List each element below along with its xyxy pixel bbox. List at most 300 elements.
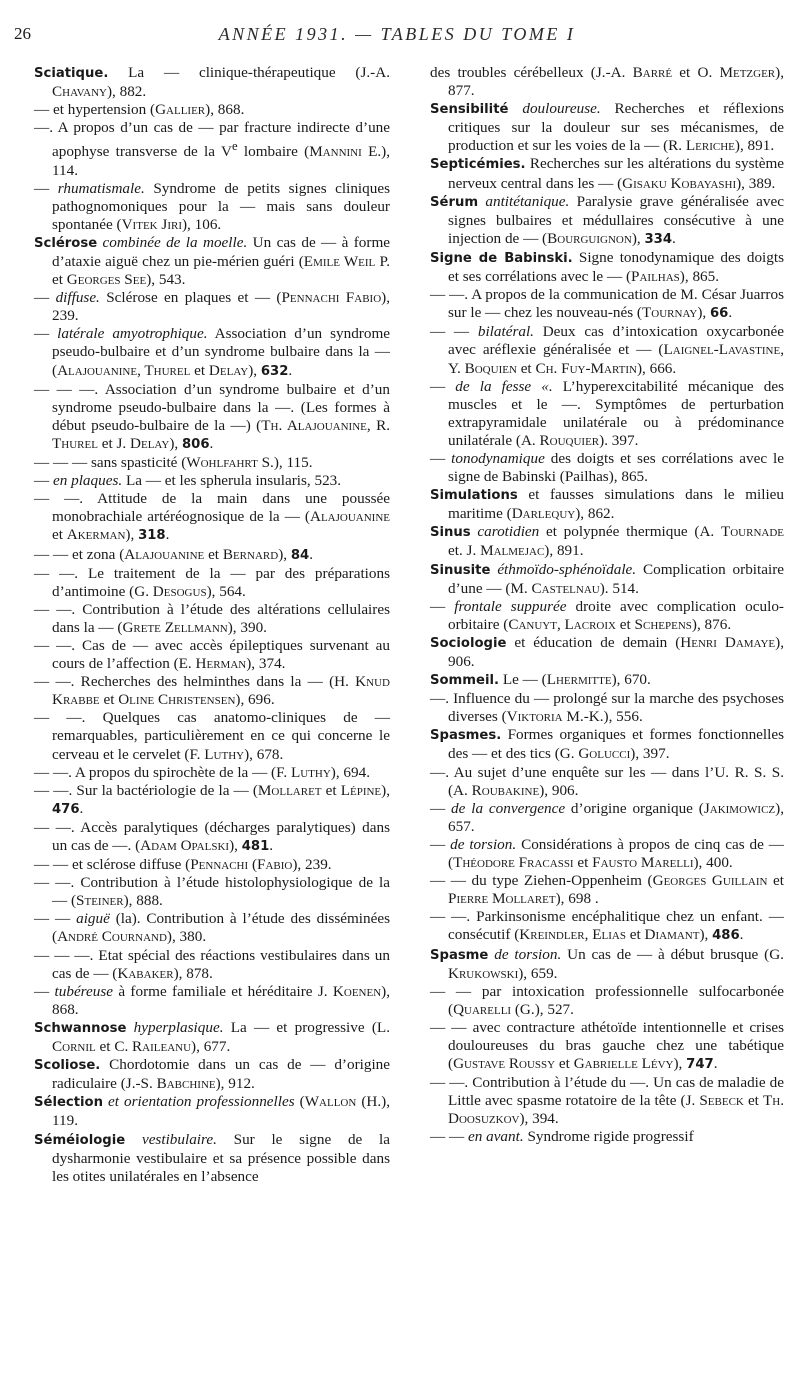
entry-text: Syndrome rigide progressif [523, 1128, 694, 1146]
author-name: G. Desogus [134, 582, 207, 600]
index-entry [34, 1093, 390, 1130]
entry-text: — — [430, 1128, 468, 1146]
entry-text: ), 891. [734, 137, 775, 155]
author-name: Krukowski [448, 964, 519, 982]
right-column [430, 64, 784, 1147]
index-entry [430, 726, 784, 763]
entry-text: — [430, 597, 455, 615]
entry-text: ). 397. [599, 431, 639, 449]
entry-text: ), 400. [693, 854, 733, 872]
entry-text: à forme familiale et héréditaire J. [113, 982, 333, 1000]
author-name: Barré [632, 64, 673, 81]
author-name: Lacroix [564, 615, 616, 633]
author-name: Metzger [719, 64, 776, 81]
index-entry [430, 671, 784, 690]
entry-text: et. J. [448, 542, 481, 560]
index-entry [34, 565, 390, 601]
entry-text: ), 380. [166, 928, 207, 946]
entry-text: (H.), 119. [52, 1093, 391, 1130]
entry-text: . [672, 229, 676, 247]
entry-text: La — clinique-thérapeutique (J.-A. [108, 64, 390, 81]
entry-subheading: combinée de la moelle. [102, 233, 248, 251]
entry-text: Deux cas d’intoxication oxycarbonée avec aréflexie généralisée et — ( [448, 323, 784, 359]
entry-text: ), 564. [206, 582, 246, 600]
entry-text: La — et progressive ( [223, 1018, 377, 1036]
entry-subheading: de torsion. [450, 835, 517, 853]
entry-text: . [309, 545, 313, 563]
entry-text: Association d’un syndrome pseudo-bulbaire et d’un syndrome bulbaire dans la — ( [52, 325, 390, 379]
author-name: C. Raileanu [114, 1038, 192, 1056]
author-name: Gustave Roussy [453, 1055, 556, 1073]
author-name: Mannini [309, 143, 362, 161]
entry-text: et éducation de demain ( [506, 633, 681, 651]
entry-text: ), [169, 434, 182, 452]
author-name: Tournade [720, 523, 785, 541]
entry-text: P. et [52, 253, 390, 289]
entry-text: ), 868. [205, 101, 245, 119]
index-entry [34, 64, 390, 101]
author-name: Th. Alajouanine [261, 416, 367, 434]
author-name: Sebeck [699, 1092, 744, 1110]
entry-heading: Sinus [430, 525, 471, 541]
page-reference: 318 [138, 528, 166, 544]
index-entry [430, 1128, 784, 1146]
index-entry [430, 286, 784, 323]
entry-text: des troubles cérébelleux (J.-A. [430, 64, 633, 81]
author-name: Bourguignon [547, 229, 632, 247]
index-entry [34, 601, 390, 637]
entry-heading: Sociologie [430, 635, 507, 651]
entry-heading: Sélection [34, 1095, 103, 1111]
running-title: ANNÉE 1931. — TABLES DU TOME I [218, 24, 576, 44]
author-name: R. Thurel [52, 416, 391, 452]
entry-text: L’hyperexcitabilité mécanique des muscles et le —. Symptômes de perturbation extrapyramidale unilatérale ou à prédominance unilatérale (A. [448, 377, 785, 449]
entry-heading: Septicémies. [430, 157, 526, 173]
entry-text: . [713, 1055, 718, 1073]
entry-text [508, 100, 522, 117]
author-name: Chavany [52, 83, 107, 101]
entry-text: Recherches et réflexions critiques sur la douleur sur ses mécanismes, de production et sur les voies de la — (R. [448, 100, 784, 155]
author-name: Babchine [156, 1075, 216, 1093]
entry-text: —. A propos d’un cas de — par fracture indirecte d’une apophyse transverse de la V [34, 119, 390, 161]
author-name: Lépine [340, 781, 382, 799]
entry-text: (la). Contribution à l’étude des disséminées ( [52, 910, 391, 946]
entry-text: ), 862. [575, 505, 615, 523]
entry-text: et [95, 1038, 115, 1056]
index-entry [430, 946, 784, 983]
page-reference: 806 [181, 436, 210, 452]
entry-text: ), 876. [691, 615, 732, 633]
entry-text: Un cas de — à forme d’ataxie aiguë chez un pie-mérien guéri ( [52, 233, 390, 270]
entry-subheading: en plaques. [52, 472, 123, 490]
index-entry [430, 1019, 784, 1074]
author-name: F. Luthy [276, 763, 331, 781]
author-name: H. Knud Krabbe [52, 673, 390, 709]
author-name: Diamant [644, 926, 700, 944]
entry-subheading: hyperplasique. [133, 1018, 224, 1036]
author-name: Pennachi [190, 856, 249, 874]
entry-heading: Sommeil. [430, 673, 500, 689]
entry-subheading: éthmoïdo-sphénoïdale. [497, 560, 637, 578]
entry-text: . [288, 361, 293, 379]
index-entry [430, 378, 784, 450]
index-entry [34, 947, 390, 983]
entry-text: — — du type Ziehen-Oppenheim ( [430, 872, 653, 890]
entry-text: — —. Attitude de la main dans une poussée monobrachiale artéréognosique de la — ( [34, 490, 390, 526]
author-name: Castelnau [531, 579, 600, 597]
entry-text: —. Au sujet d’une enquête sur les — dans l’U. R. S. S. (A. [430, 763, 784, 799]
author-name: Pennachi Fabio [281, 289, 382, 307]
author-name: Théodore Fracassi [453, 854, 574, 872]
index-entry [34, 234, 390, 289]
entry-subheading: bilatéral. [477, 323, 534, 341]
entry-text: — —. Contribution à l’étude du —. Un cas de maladie de Little avec spasme rotatoire de la tête (J. [430, 1074, 784, 1110]
entry-heading: Sciatique. [34, 66, 109, 81]
index-entry [430, 249, 784, 286]
entry-text: Considérations à propos de cinq cas de — ( [448, 835, 784, 872]
entry-text: d’origine organique ( [565, 799, 704, 817]
entry-subheading: latérale amyotrophique. [57, 325, 208, 343]
entry-text: Le — ( [499, 671, 547, 689]
author-name: Vitek Jiri [121, 215, 182, 233]
author-name: Th. Doosuzkov [448, 1092, 784, 1128]
index-entry [430, 323, 784, 377]
entry-text: ), 394. [519, 1110, 559, 1128]
index-entry [430, 908, 784, 945]
entry-text: ), 106. [181, 215, 222, 233]
entry-text: — — par intoxication professionnelle sulfocarbonée ( [430, 982, 784, 1018]
entry-text: ), 389. [736, 174, 776, 192]
author-name: F. Luthy [189, 745, 245, 763]
entry-text: — —. Contribution à l’étude des altérations cellulaires dans la — ( [34, 600, 390, 636]
entry-text: et [321, 781, 341, 799]
entry-text: — — avec contracture athétoïde intentionnelle et crises douloureuses du bras gauche chez une tabétique ( [430, 1018, 784, 1073]
author-name: Oline Christensen [118, 691, 236, 709]
entry-text: ), [673, 1055, 687, 1073]
entry-text: ), 390. [227, 618, 267, 636]
page-reference: 486 [712, 928, 740, 944]
index-entry [34, 782, 390, 819]
entry-subheading: tubéreuse [54, 982, 114, 1000]
entry-text: — — — sans spasticité ( [34, 454, 187, 472]
author-name: Tournay [642, 304, 698, 322]
entry-text: ), 374. [246, 655, 286, 673]
index-entry [430, 983, 784, 1019]
entry-text: et [204, 545, 223, 563]
entry-text: ), 239. [292, 856, 332, 874]
page-reference: 632 [260, 363, 289, 379]
index-entry [34, 101, 390, 119]
entry-text: ). 514. [599, 579, 639, 597]
entry-text: ), 659. [518, 964, 558, 982]
entry-text: ), [278, 545, 291, 563]
entry-text: Chordotomie dans un cas de — d’origine radiculaire (J.-S. [52, 1056, 390, 1093]
author-name: Delay [208, 361, 249, 379]
entry-text: ), 877. [448, 64, 784, 100]
author-name: Lhermitte [546, 671, 612, 689]
page-reference: 747 [686, 1057, 714, 1073]
author-name: Wallon [304, 1093, 357, 1111]
index-entry [430, 836, 784, 872]
entry-text: Complication orbitaire d’une — (M. [448, 560, 784, 597]
entry-text: — —. A propos de la communication de M. César Juarros sur le — chez les nouveau-nés ( [430, 286, 784, 322]
entry-text: — et hypertension ( [34, 101, 156, 119]
author-name: Georges See [66, 271, 147, 289]
entry-text: — [34, 325, 58, 343]
author-name: Koenen [332, 982, 382, 1000]
page-reference: 481 [241, 839, 270, 854]
entry-text: et [555, 1055, 574, 1073]
entry-subheading: diffuse. [55, 289, 100, 307]
entry-text: ), [631, 229, 645, 247]
author-name: Pailhas [631, 268, 680, 286]
index-entry [430, 598, 784, 634]
entry-subheading: et orientation professionnelles [108, 1093, 295, 1111]
index-entry [430, 872, 784, 908]
entry-text: . [165, 526, 170, 544]
entry-text: ), [248, 361, 261, 379]
index-entry [430, 193, 784, 249]
index-entry [430, 561, 784, 598]
entry-text: Un cas de — à début brusque (G. [561, 945, 784, 963]
entry-subheading: frontale suppurée [454, 597, 567, 615]
entry-text: — —. Contribution à l’étude histolophysiologique de la — ( [34, 874, 390, 910]
entry-text: ), 888. [123, 892, 163, 910]
index-entry [34, 490, 390, 545]
author-name: Kabaker [117, 964, 174, 982]
entry-text: ), 906. [539, 781, 579, 799]
index-entry [430, 523, 784, 560]
author-name: Quarelli [453, 1000, 512, 1018]
entry-subheading: de la convergence [451, 799, 566, 817]
author-name: Emile Weil [303, 253, 376, 270]
author-name: Darlequy [511, 505, 576, 523]
index-entry [34, 180, 390, 234]
entry-heading: Spasme [430, 947, 489, 963]
index-entry [34, 874, 390, 910]
author-name: Canuyt [508, 615, 557, 633]
entry-text: Formes organiques et formes fonctionnelles des — et des tics (G. [448, 726, 784, 763]
entry-text: ), 677. [191, 1038, 231, 1056]
author-name: J. Delay [116, 434, 170, 452]
entry-text: — —. Accès paralytiques (décharges paralytiques) dans un cas de —. ( [34, 818, 390, 854]
entry-text: — — —. Etat spécial des réactions vestibulaires dans un cas de — ( [34, 946, 390, 982]
entry-text: — — [34, 910, 77, 928]
page-reference: 334 [644, 231, 672, 247]
page-reference: 476 [52, 801, 80, 817]
entry-subheading: carotidien [477, 523, 540, 541]
index-entry [34, 764, 390, 782]
author-name: Wohlfahrt [186, 454, 258, 472]
index-entry [34, 289, 390, 325]
author-name: Steiner [76, 892, 124, 910]
entry-text: lombaire ( [237, 143, 310, 161]
author-name: Roubakine [471, 781, 540, 799]
entry-text: ), 878. [173, 964, 213, 982]
index-entry [430, 800, 784, 836]
entry-text: — —. Parkinsonisme encéphalitique chez un enfant. — consécutif ( [430, 908, 784, 944]
entry-text: M.-K.), 556. [562, 708, 643, 726]
entry-text [126, 1019, 133, 1036]
index-entry [430, 690, 784, 726]
author-name: Leriche [685, 137, 735, 155]
index-entry [430, 100, 784, 155]
author-name: Schepens [634, 615, 692, 633]
entry-text: ), [381, 781, 391, 799]
author-name: Viktoria [506, 708, 563, 726]
index-entry [34, 325, 390, 380]
author-name: André Cournand [57, 928, 167, 946]
author-name: Grete Zellmann [122, 618, 228, 636]
entry-heading: Sensibilité [430, 102, 509, 118]
entry-text: ), 666. [636, 359, 677, 377]
entry-text: — — [430, 323, 478, 341]
entry-text: droite avec complication oculo-orbitaire ( [448, 597, 784, 633]
entry-text: —. Influence du — prolongé sur la marche des psychoses diverses ( [430, 690, 784, 726]
entry-text: et [615, 615, 635, 633]
entry-text: ), 698 . [555, 890, 599, 908]
entry-text: S.), 115. [257, 454, 313, 472]
index-entry [34, 673, 390, 709]
entry-text: et [743, 1092, 763, 1110]
entry-text: — —. Sur la bactériologie de la — ( [34, 781, 258, 799]
author-name: Mollaret [257, 781, 322, 799]
left-column [34, 64, 390, 1186]
entry-text: . [728, 304, 733, 322]
entry-text: ), [699, 926, 713, 944]
entry-text: . [79, 799, 84, 817]
running-head [14, 24, 780, 48]
author-name: Laignel-Lavastine [663, 341, 781, 359]
entry-subheading: antitétanique. [485, 192, 570, 210]
index-entry [34, 381, 390, 454]
entry-heading: Sérum [430, 194, 479, 210]
entry-text: et [767, 872, 784, 890]
author-name: Bernard [222, 545, 279, 563]
index-entry [430, 764, 784, 800]
author-name: E. Herman [178, 655, 247, 673]
entry-text: des doigts et ses corrélations avec le signe de Babinski (Pailhas), 865. [448, 449, 784, 486]
entry-text: et [99, 691, 119, 709]
author-name: Ch. Fuy-Martin [535, 359, 637, 377]
author-name: Alajouanine [124, 545, 205, 563]
index-entry [430, 1074, 784, 1128]
author-name: Adam Opalski [140, 837, 230, 854]
author-name: Georges Guillain [652, 872, 768, 890]
entry-text: ), 865. [679, 268, 720, 286]
entry-text: — [34, 982, 55, 1000]
entry-text: Signe tonodynamique des doigts et ses corrélations avec le — ( [448, 248, 784, 286]
entry-text: Paralysie grave généralisée avec signes bulbaires et médullaires consécutive à une injection de — ( [448, 192, 785, 247]
entry-heading: Schwannose [34, 1020, 127, 1036]
author-name: Jakimowicz [703, 799, 776, 817]
entry-text: — [430, 377, 456, 395]
entry-text: . [209, 434, 214, 452]
index-entry [430, 486, 784, 523]
entry-subheading: de torsion. [494, 945, 562, 963]
entry-text: et [52, 526, 67, 544]
entry-text: . [739, 926, 744, 944]
author-name: Fausto Marelli [592, 854, 694, 872]
index-entry [34, 1056, 390, 1093]
index-entry [430, 634, 784, 671]
entry-text: — —. Le traitement de la — par des préparations d’antimoine ( [34, 564, 390, 600]
entry-text: et [573, 854, 593, 872]
entry-text: ), 868. [52, 982, 391, 1018]
entry-subheading: douloureuse. [522, 100, 601, 118]
author-name: L. Cornil [52, 1018, 390, 1056]
entry-text: ), 906. [448, 633, 785, 670]
entry-text: ( [294, 1093, 305, 1111]
entry-subheading: de la fesse «. [455, 377, 553, 395]
entry-text: ), 882. [106, 83, 147, 101]
entry-text: ), 397. [630, 745, 670, 763]
author-name: Y. Boquien [448, 359, 517, 377]
entry-text: — —. Cas de — avec accès épileptiques survenant au cours de l’affection ( [34, 636, 390, 673]
entry-text: — [34, 289, 56, 307]
index-entry [34, 856, 390, 874]
entry-text: Syndrome de petits signes cliniques pathognomoniques pour la — mais sans douleur spontanée ( [52, 179, 390, 233]
index-entry [34, 1131, 390, 1186]
entry-text: et [625, 926, 645, 944]
entry-heading: Sinusite [430, 562, 491, 578]
page-reference: 84 [290, 547, 310, 563]
entry-text: — —. A propos du spirochète de la — ( [34, 763, 277, 781]
entry-text: ), 912. [215, 1075, 255, 1093]
author-name: Pierre Mollaret [448, 890, 556, 908]
entry-text: ), 657. [448, 799, 784, 835]
entry-text: — [430, 799, 452, 817]
index-entry [34, 910, 390, 946]
index-entry [430, 155, 784, 192]
author-name: Gisaku Kobayashi [622, 174, 737, 192]
entry-text: — [34, 472, 53, 490]
page-reference: 66 [709, 306, 729, 322]
entry-subheading: aiguë [76, 910, 110, 928]
entry-text: ), 670. [611, 671, 651, 689]
author-name: Golucci [578, 745, 631, 763]
index-entry [430, 64, 784, 100]
author-name: Akerman [66, 526, 126, 544]
index-entry [34, 1019, 390, 1056]
entry-text: , [366, 416, 377, 434]
index-entry [34, 637, 390, 673]
index-entry [34, 546, 390, 565]
entry-text: , [780, 341, 784, 359]
author-name: Gallier [155, 101, 206, 119]
entry-text: (G.), 527. [511, 1000, 574, 1018]
entry-subheading: vestibulaire. [141, 1130, 217, 1148]
index-entry [34, 119, 390, 179]
entry-text: et O. [672, 64, 720, 81]
entry-text: — [34, 179, 58, 197]
entry-subheading: en avant. [467, 1128, 524, 1146]
author-name: Rouquier [539, 431, 600, 449]
entry-text: , [556, 615, 565, 633]
author-name: Alajouanine [309, 508, 390, 526]
entry-text: ), 694. [330, 763, 371, 781]
entry-text: — —. Quelques cas anatomo-cliniques de — remarquables, particulièrement en ce qui concerne le cerveau et le cervelet ( [34, 709, 390, 763]
entry-heading: Spasmes. [430, 728, 502, 744]
author-name: Henri Damaye [680, 633, 776, 651]
index-entry [34, 983, 390, 1019]
entry-text: — [430, 449, 452, 467]
entry-heading: Scoliose. [34, 1058, 101, 1074]
author-name: Alajouanine, Thurel [57, 361, 191, 379]
index-entry [34, 819, 390, 856]
entry-text: et [516, 359, 536, 377]
entry-heading: Signe de Babinski. [430, 250, 573, 266]
